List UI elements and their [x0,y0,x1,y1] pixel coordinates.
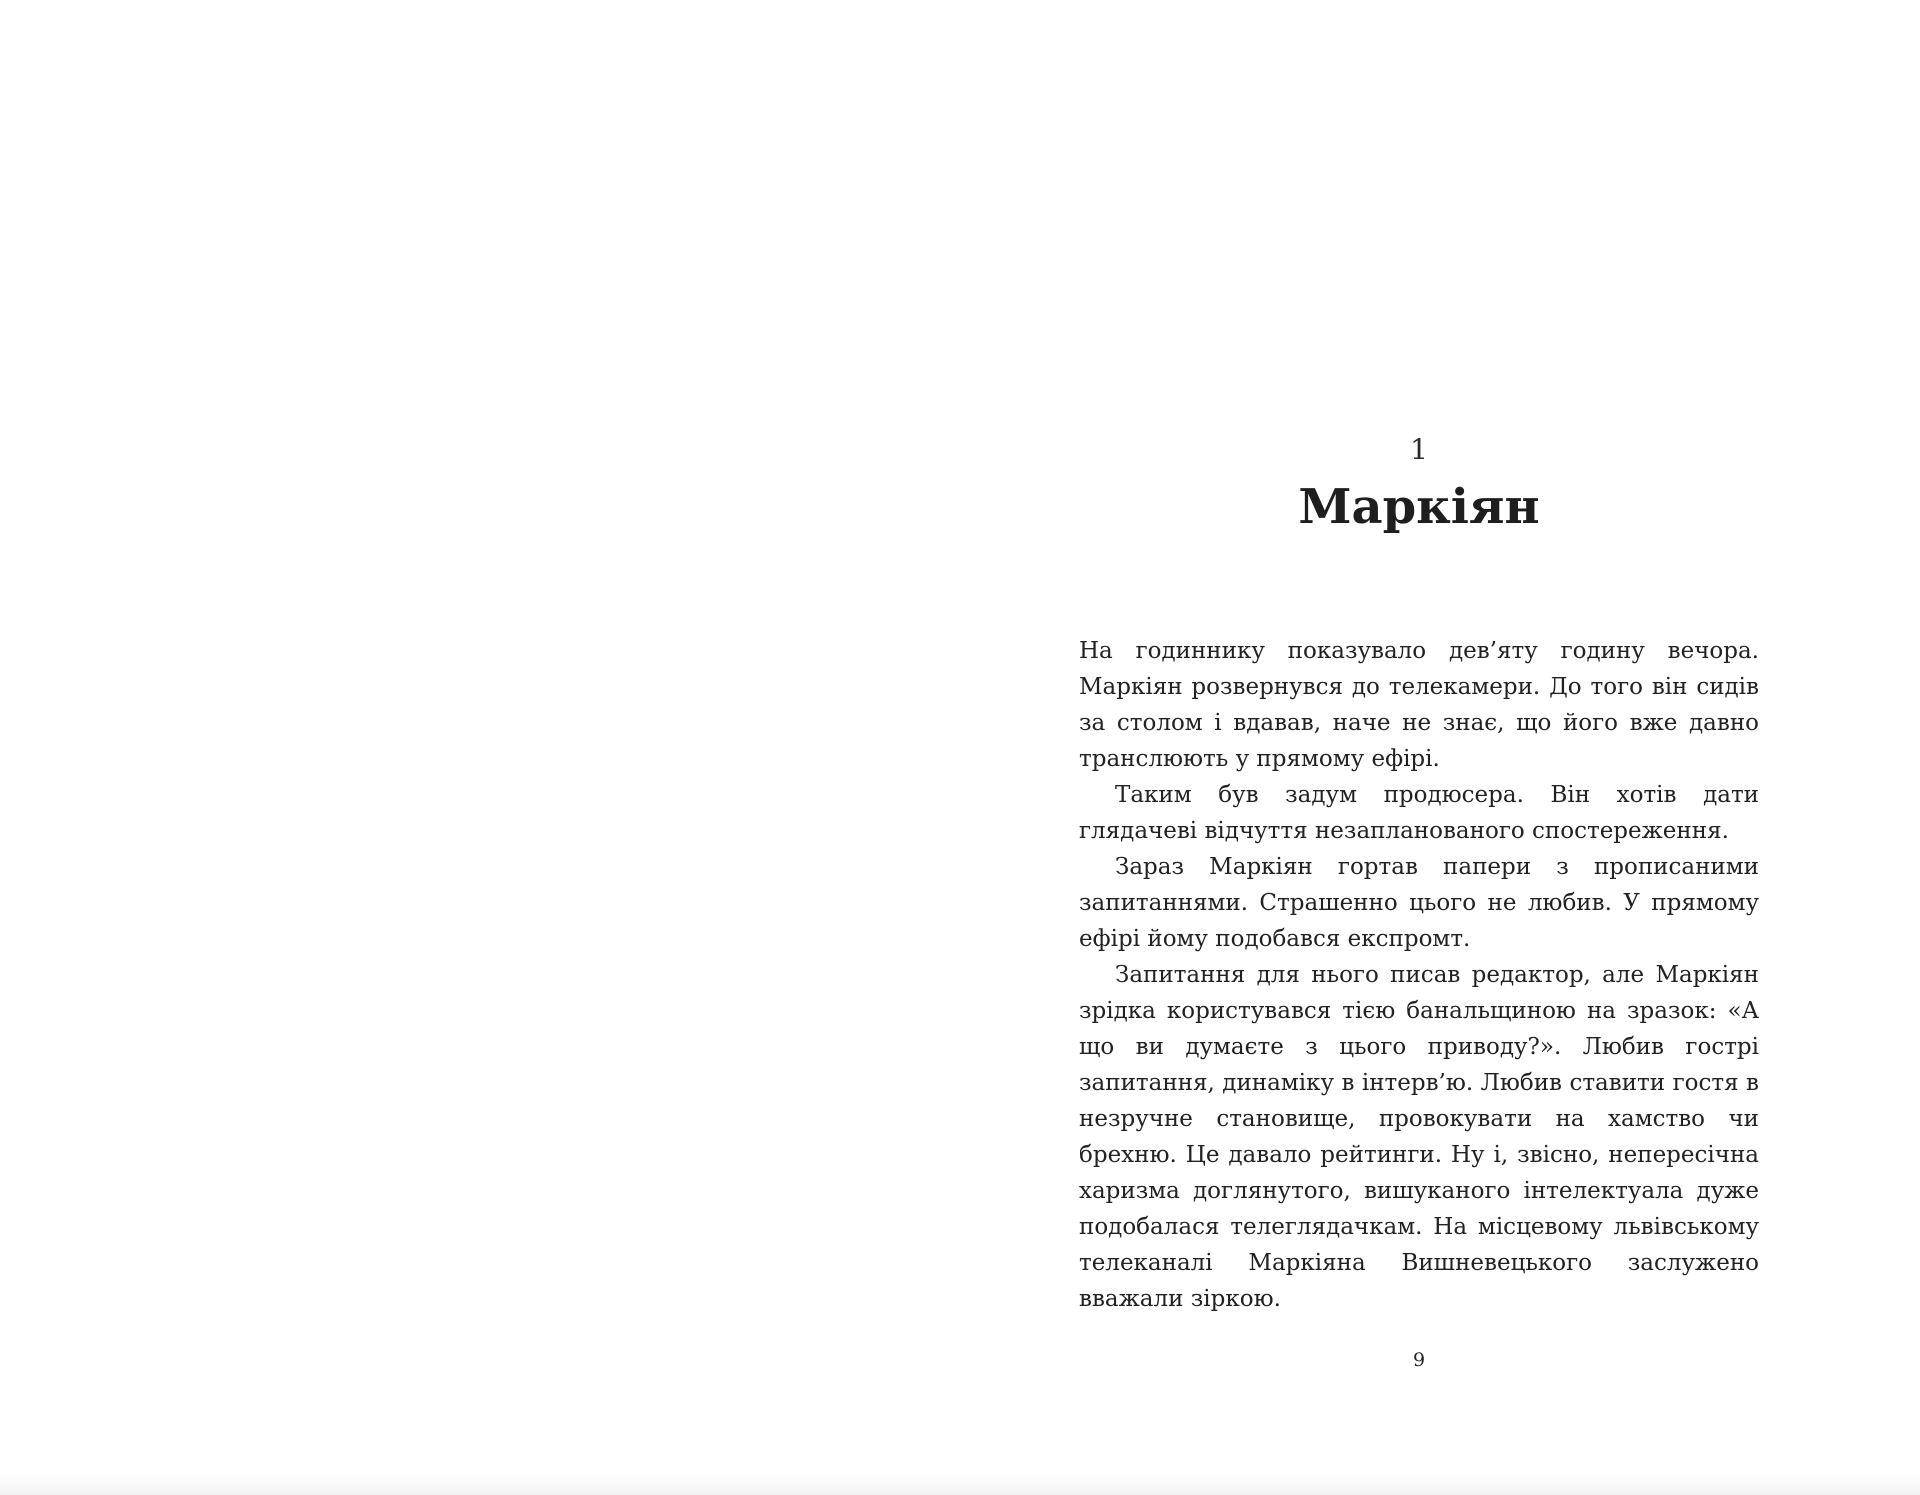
paragraph-4: Запитання для нього писав редактор, але Маркіян зрідка користувався тією банальщиною на зразок: «А що ви думаєте з цього приводу?». Любив гострі запитання, динаміку в інтерв’ю. Любив ставити гостя в незручне становище, провокувати на хамство чи брехню. Це давало рейтинги. Ну і, звісно, непересічна харизма доглянутого, вишуканого інтелектуала дуже подобалася телеглядачкам. На місцевому львівському телеканалі Маркіяна Вишневецького заслужено вважали зіркою. [1079,962,1759,1312]
paragraph-2: Таким був задум продюсера. Він хотів дати глядачеві відчуття незапланованого спостереження. [1079,782,1759,844]
chapter-title: Маркіян [1298,479,1540,535]
chapter-body [1079,633,1759,1317]
paragraph-1: На годиннику показувало дев’яту годину вечора. Маркіян розвернувся до телекамери. До того він сидів за столом і вдавав, наче не знає, що його вже давно транслюють у прямому ефірі. [1079,638,1759,772]
bottom-edge-shadow [0,1473,1920,1495]
chapter-number: 1 [1410,433,1428,466]
page-number: 9 [1412,1349,1426,1371]
paragraph-3: Зараз Маркіян гортав папери з прописаними запитаннями. Страшенно цього не любив. У прямому ефірі йому подобався експромт. [1079,854,1759,952]
